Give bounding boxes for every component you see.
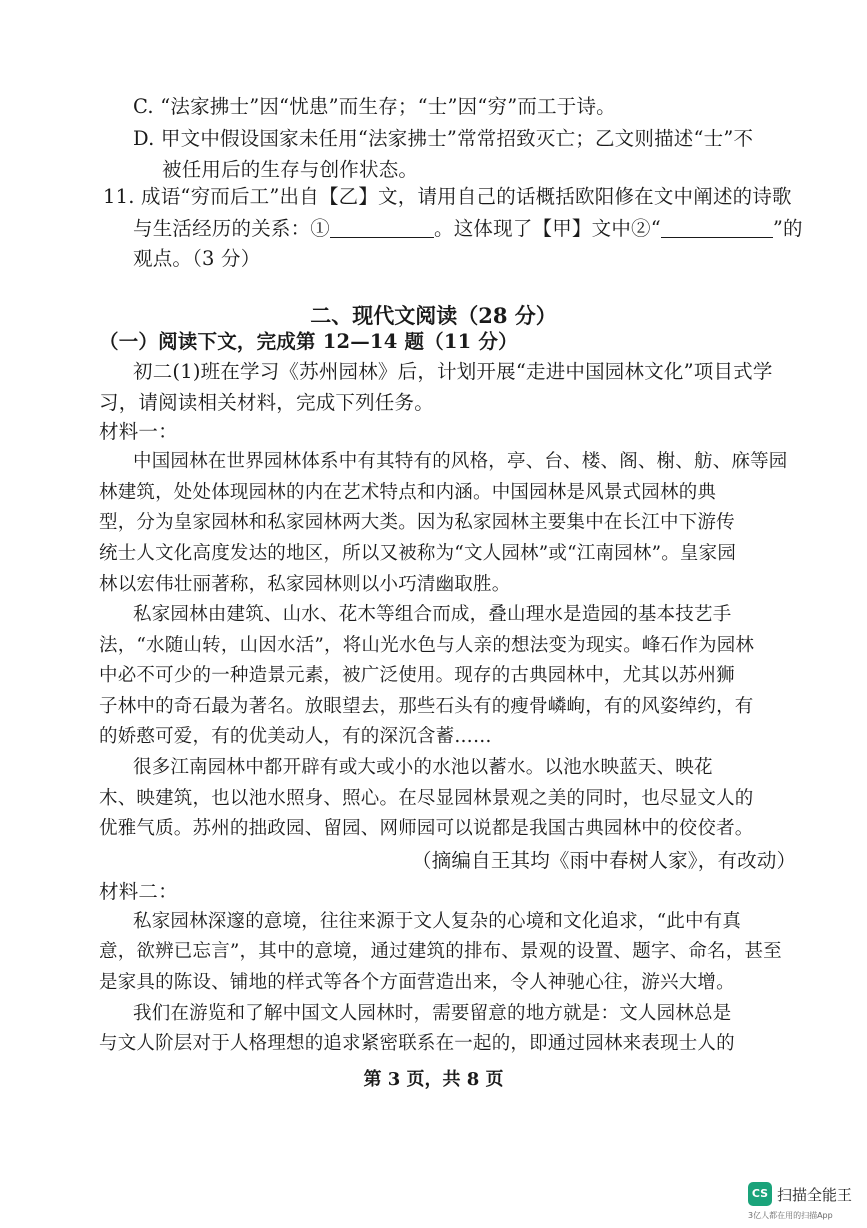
q11-text-b: 。这体现了【甲】文中②“ <box>434 217 661 240</box>
material1-p1-line5: 林以宏伟壮丽著称，私家园林则以小巧清幽取胜。 <box>99 574 511 595</box>
camscanner-watermark <box>748 1180 863 1224</box>
question-11-line2 <box>133 219 803 239</box>
watermark-name: 扫描全能王 <box>777 1186 853 1204</box>
intro-line1: 初二(1)班在学习《苏州园林》后，计划开展“走进中国园林文化”项目式学 <box>133 360 773 383</box>
answer-blank-2[interactable] <box>661 219 773 238</box>
material2-p1-line1: 私家园林深邃的意境，往往来源于文人复杂的心境和文化追求，“此中有真 <box>133 911 742 932</box>
material2-p1-line2: 意，欲辨已忘言”，其中的意境，通过建筑的排布、景观的设置、题字、命名，甚至 <box>99 941 782 962</box>
material1-source: （摘编自王其均《雨中春树人家》，有改动） <box>412 849 797 872</box>
material2-label: 材料二： <box>99 880 178 903</box>
section-title: 二、现代文阅读（28 分） <box>310 303 557 328</box>
question-11-line1: 11. 成语“穷而后工”出自【乙】文，请用自己的话概括欧阳修在文中阐述的诗歌 <box>103 185 792 208</box>
material1-p1-line3: 型，分为皇家园林和私家园林两大类。因为私家园林主要集中在长江中下游传 <box>99 512 735 533</box>
material1-p3-line3: 优雅气质。苏州的拙政园、留园、网师园可以说都是我国古典园林中的佼佼者。 <box>99 818 754 839</box>
material1-p2-line3: 中必不可少的一种造景元素，被广泛使用。现存的古典园林中，尤其以苏州狮 <box>99 665 735 686</box>
material1-p1-line2: 林建筑，处处体现园林的内在艺术特点和内涵。中国园林是风景式园林的典 <box>99 482 717 503</box>
material1-p1-line1: 中国园林在世界园林体系中有其特有的风格，亭、台、楼、阁、榭、舫、庥等园 <box>133 451 788 472</box>
option-c: C. “法家拂士”因“忧患”而生存；“士”因“穷”而工于诗。 <box>133 95 616 118</box>
watermark-subtitle: 3亿人都在用的扫描App <box>748 1211 833 1220</box>
question-11-line3: 观点。（3 分） <box>133 247 261 270</box>
material1-p3-line1: 很多江南园林中都开辟有或大或小的水池以蓄水。以池水映蓝天、映花 <box>133 757 713 778</box>
intro-line2: 习，请阅读相关材料，完成下列任务。 <box>99 391 434 414</box>
option-d-line1: D. 甲文中假设国家未任用“法家拂士”常常招致灭亡；乙文则描述“士”不 <box>133 127 754 150</box>
material1-label: 材料一： <box>99 420 178 443</box>
material1-p2-line2: 法，“水随山转，山因水活”，将山光水色与人亲的想法变为现实。峰石作为园林 <box>99 635 755 656</box>
answer-blank-1[interactable] <box>330 219 434 238</box>
q11-text-a: 与生活经历的关系：① <box>133 217 331 240</box>
material2-p1-line3: 是家具的陈设、铺地的样式等各个方面营造出来，令人神驰心往，游兴大增。 <box>99 972 735 993</box>
material2-p2-line2: 与文人阶层对于人格理想的追求紧密联系在一起的，即通过园林来表现士人的 <box>99 1033 735 1054</box>
material1-p2-line5: 的娇憨可爱，有的优美动人，有的深沉含蓄…… <box>99 726 492 747</box>
part1-heading: （一）阅读下文，完成第 12—14 题（11 分） <box>99 330 518 353</box>
material1-p2-line1: 私家园林由建筑、山水、花木等组合而成，叠山理水是造园的基本技艺手 <box>133 604 732 625</box>
material2-p2-line1: 我们在游览和了解中国文人园林时，需要留意的地方就是：文人园林总是 <box>133 1003 732 1024</box>
material1-p2-line4: 子林中的奇石最为著名。放眼望去，那些石头有的瘦骨嶙峋，有的风姿绰约，有 <box>99 696 754 717</box>
page-footer: 第 3 页，共 8 页 <box>363 1069 504 1090</box>
material1-p3-line2: 木、映建筑，也以池水照身、照心。在尽显园林景观之美的同时，也尽显文人的 <box>99 788 754 809</box>
q11-text-c: ”的 <box>772 217 803 240</box>
camscanner-logo-icon: CS <box>748 1182 772 1206</box>
material1-p1-line4: 统士人文化高度发达的地区，所以又被称为“文人园林”或“江南园林”。皇家园 <box>99 543 737 564</box>
option-d-line2: 被任用后的生存与创作状态。 <box>162 158 419 181</box>
